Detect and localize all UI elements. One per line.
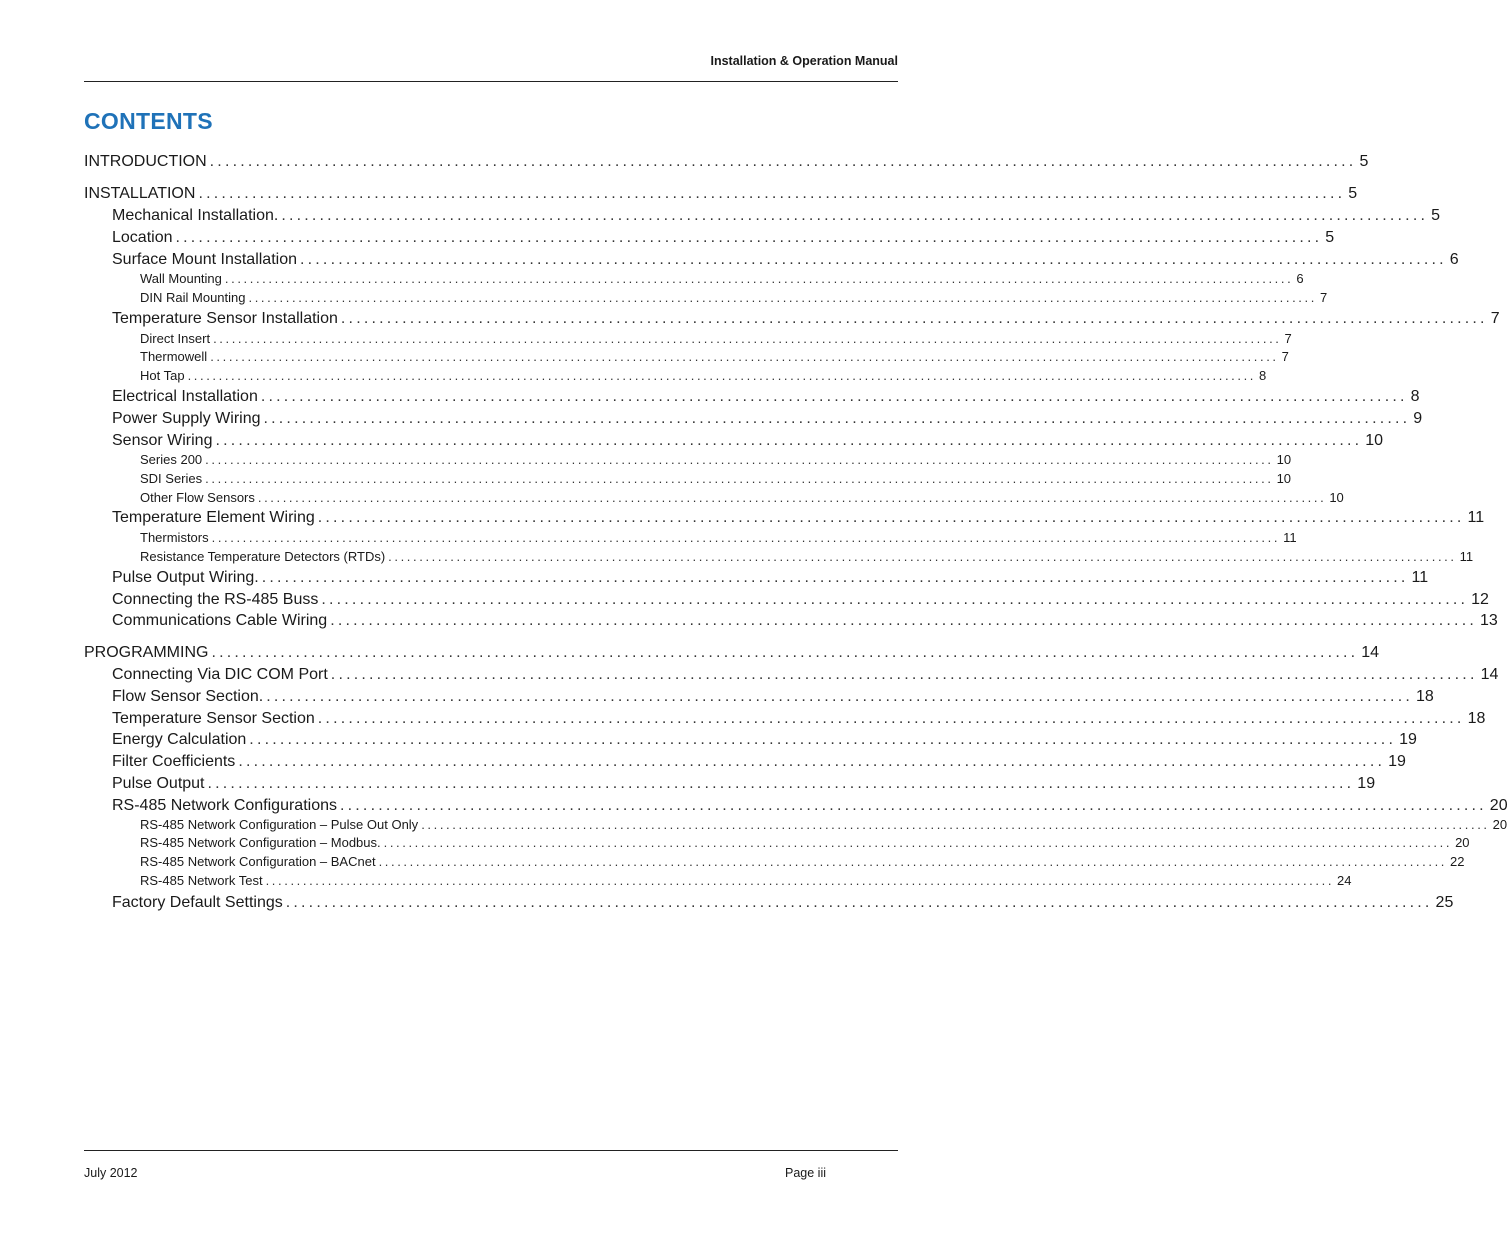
toc-entry[interactable] — [84, 410, 1423, 428]
toc-entry-page: 18 — [1415, 688, 1434, 705]
toc-entry[interactable] — [84, 349, 1289, 364]
toc-entry-label: Power Supply Wiring — [112, 410, 261, 427]
toc-dot-leader: ...................................................................................................................................................... — [321, 591, 1469, 608]
toc-entry-page: 8 — [1410, 388, 1420, 405]
toc-entry-label: Temperature Element Wiring — [112, 509, 315, 526]
toc-entry-label: Wall Mounting — [140, 271, 222, 286]
toc-entry-page: 14 — [1361, 644, 1380, 661]
toc-entry[interactable] — [84, 185, 1358, 203]
toc-dot-leader: ...................................................................................................................................................... — [330, 666, 1478, 683]
toc-dot-leader: ...................................................................................................................................................... — [317, 509, 1465, 526]
toc-entry[interactable] — [84, 310, 1500, 328]
toc-dot-leader: ............................................................................................................................................................................ — [224, 271, 1294, 286]
toc-entry[interactable] — [84, 710, 1486, 728]
toc-entry[interactable] — [84, 153, 1369, 171]
toc-entry-page: 7 — [1281, 349, 1289, 364]
toc-entry-page: 20 — [1455, 835, 1470, 850]
toc-dot-leader: ............................................................................................................................................................................ — [383, 835, 1453, 850]
toc-dot-leader: ...................................................................................................................................................... — [340, 797, 1487, 814]
toc-entry[interactable] — [84, 229, 1335, 247]
toc-entry-label: Pulse Output — [112, 775, 205, 792]
toc-entry-page: 10 — [1276, 471, 1292, 486]
toc-entry-label: Energy Calculation — [112, 731, 247, 748]
toc-entry[interactable] — [84, 894, 1454, 912]
footer-page-number: Page iii — [785, 1166, 826, 1180]
toc-entry-label: RS-485 Network Configurations — [112, 797, 337, 814]
toc-entry-page: 11 — [1467, 509, 1485, 526]
toc-entry-page: 24 — [1337, 873, 1352, 888]
toc-entry-label: Sensor Wiring — [112, 432, 213, 449]
toc-entry-label: Direct Insert — [140, 331, 211, 346]
toc-entry[interactable] — [84, 797, 1508, 815]
toc-dot-leader: ...................................................................................................................................................... — [209, 153, 1357, 170]
toc-dot-leader: ...................................................................................................................................................... — [207, 775, 1355, 792]
toc-entry-label: Electrical Installation — [112, 388, 258, 405]
toc-dot-leader: ...................................................................................................................................................... — [317, 710, 1465, 727]
toc-dot-leader: ............................................................................................................................................................................ — [388, 549, 1457, 564]
toc-dot-leader: ...................................................................................................................................................... — [249, 731, 1397, 748]
toc-entry[interactable] — [84, 368, 1267, 383]
toc-dot-leader: ...................................................................................................................................................... — [211, 644, 1359, 661]
toc-dot-leader: ...................................................................................................................................................... — [300, 251, 1447, 268]
toc-entry-label: PROGRAMMING — [84, 644, 209, 661]
toc-entry-page: 19 — [1399, 731, 1417, 748]
toc-entry[interactable] — [84, 471, 1292, 486]
toc-entry[interactable] — [84, 549, 1474, 564]
toc-entry-label: Resistance Temperature Detectors (RTDs) — [140, 549, 386, 564]
toc-dot-leader: ............................................................................................................................................................................ — [421, 817, 1490, 832]
toc-dot-leader: ...................................................................................................................................................... — [330, 612, 1477, 629]
toc-entry-page: 8 — [1259, 368, 1267, 383]
toc-entry-label: RS-485 Network Test — [140, 873, 263, 888]
toc-entry-label: RS-485 Network Configuration – BACnet — [140, 854, 376, 869]
toc-entry-label: Mechanical Installation. — [112, 207, 279, 224]
toc-entry[interactable] — [84, 251, 1459, 269]
toc-dot-leader: ............................................................................................................................................................................ — [187, 368, 1257, 383]
toc-dot-leader: ...................................................................................................................................................... — [238, 753, 1386, 770]
toc-entry[interactable] — [84, 666, 1499, 684]
toc-entry-page: 11 — [1283, 530, 1297, 545]
toc-entry[interactable] — [84, 775, 1376, 793]
toc-entry[interactable] — [84, 271, 1304, 286]
toc-entry[interactable] — [84, 530, 1297, 545]
toc-entry[interactable] — [84, 207, 1441, 225]
toc-entry[interactable] — [84, 569, 1429, 587]
toc-entry-page: 7 — [1490, 310, 1500, 327]
toc-entry[interactable] — [84, 331, 1292, 346]
toc-entry-page: 13 — [1479, 612, 1498, 629]
toc-dot-leader: ............................................................................................................................................................................ — [213, 331, 1282, 346]
toc-entry-label: Series 200 — [140, 452, 203, 467]
toc-dot-leader: ...................................................................................................................................................... — [266, 688, 1413, 705]
toc-entry-label: RS-485 Network Configuration – Modbus. — [140, 835, 381, 850]
toc-entry-page: 18 — [1467, 710, 1486, 727]
toc-dot-leader: ...................................................................................................................................................... — [263, 410, 1411, 427]
toc-dot-leader: ............................................................................................................................................................................ — [257, 490, 1327, 505]
toc-entry-page: 9 — [1413, 410, 1423, 427]
toc-entry-page: 20 — [1489, 797, 1508, 814]
toc-entry-label: Communications Cable Wiring — [112, 612, 328, 629]
toc-entry-page: 11 — [1411, 569, 1429, 586]
toc-entry-label: SDI Series — [140, 471, 203, 486]
toc-dot-leader: ............................................................................................................................................................................ — [205, 452, 1274, 467]
toc-entry-label: Pulse Output Wiring. — [112, 569, 259, 586]
toc-entry-label: Thermowell — [140, 349, 208, 364]
toc-entry-label: Hot Tap — [140, 368, 185, 383]
toc-dot-leader: ............................................................................................................................................................................ — [205, 471, 1274, 486]
toc-entry-label: INTRODUCTION — [84, 153, 207, 170]
toc-entry-label: Temperature Sensor Installation — [112, 310, 338, 327]
toc-entry[interactable] — [84, 490, 1344, 505]
toc-entry-page: 5 — [1325, 229, 1335, 246]
toc-entry[interactable] — [84, 873, 1352, 888]
toc-entry-page: 19 — [1388, 753, 1406, 770]
toc-dot-leader: ...................................................................................................................................................... — [285, 894, 1433, 911]
toc-entry-label: DIN Rail Mounting — [140, 290, 246, 305]
toc-dot-leader: ...................................................................................................................................................... — [340, 310, 1488, 327]
toc-entry[interactable] — [84, 835, 1470, 850]
toc-entry[interactable] — [84, 753, 1406, 771]
toc-entry-label: Other Flow Sensors — [140, 490, 255, 505]
toc-entry[interactable] — [84, 612, 1498, 630]
toc-entry-page: 5 — [1348, 185, 1358, 202]
toc-entry-label: Thermistors — [140, 530, 209, 545]
toc-entry[interactable] — [84, 854, 1465, 869]
toc-entry-page: 10 — [1329, 490, 1344, 505]
toc-entry-page: 7 — [1319, 290, 1328, 305]
footer-rule — [84, 1150, 898, 1151]
toc-dot-leader: ...................................................................................................................................................... — [198, 185, 1346, 202]
toc-entry-page: 6 — [1449, 251, 1459, 268]
toc-entry[interactable] — [84, 432, 1384, 450]
toc-dot-leader: ............................................................................................................................................................................ — [265, 873, 1335, 888]
toc-entry[interactable] — [84, 591, 1489, 609]
toc-dot-leader: ............................................................................................................................................................................ — [378, 854, 1447, 869]
toc-entry-page: 10 — [1276, 452, 1292, 467]
toc-entry-page: 19 — [1357, 775, 1376, 792]
toc-entry-label: Factory Default Settings — [112, 894, 283, 911]
toc-entry[interactable] — [84, 388, 1420, 406]
toc-entry-label: Surface Mount Installation — [112, 251, 297, 268]
toc-entry[interactable] — [84, 731, 1417, 749]
toc-dot-leader: ...................................................................................................................................................... — [215, 432, 1363, 449]
toc-entry[interactable] — [84, 644, 1380, 662]
toc-dot-leader: ............................................................................................................................................................................ — [211, 530, 1281, 545]
toc-entry-page: 7 — [1284, 331, 1292, 346]
toc-dot-leader: ...................................................................................................................................................... — [260, 388, 1408, 405]
toc-entry-page: 5 — [1431, 207, 1441, 224]
toc-entry-page: 10 — [1365, 432, 1384, 449]
toc-entry-label: RS-485 Network Configuration – Pulse Out Only — [140, 817, 419, 832]
toc-entry-page: 5 — [1359, 153, 1369, 170]
toc-dot-leader: ...................................................................................................................................................... — [175, 229, 1323, 246]
footer-date: July 2012 — [84, 1166, 138, 1180]
toc-dot-leader: ............................................................................................................................................................................ — [248, 290, 1317, 305]
toc-entry-page: 20 — [1492, 817, 1508, 832]
toc-entry[interactable] — [84, 452, 1292, 467]
toc-entry-page: 12 — [1471, 591, 1489, 608]
toc-entry[interactable] — [84, 817, 1508, 832]
toc-entry-label: INSTALLATION — [84, 185, 196, 202]
toc-entry-page: 22 — [1450, 854, 1465, 869]
table-of-contents — [84, 0, 1508, 1235]
contents-heading: CONTENTS — [84, 108, 213, 134]
toc-dot-leader: ............................................................................................................................................................................ — [210, 349, 1279, 364]
toc-entry[interactable] — [84, 509, 1485, 527]
toc-entry-page: 14 — [1480, 666, 1499, 683]
toc-entry-label: Location — [112, 229, 173, 246]
toc-entry-label: Temperature Sensor Section — [112, 710, 315, 727]
toc-entry[interactable] — [84, 290, 1328, 305]
toc-entry-page: 25 — [1435, 894, 1454, 911]
toc-entry-label: Connecting Via DIC COM Port — [112, 666, 328, 683]
toc-entry-page: 11 — [1459, 549, 1474, 564]
toc-entry-label: Filter Coefficients — [112, 753, 236, 770]
toc-entry-label: Connecting the RS-485 Buss — [112, 591, 319, 608]
toc-entry[interactable] — [84, 688, 1434, 706]
toc-dot-leader: ...................................................................................................................................................... — [281, 207, 1429, 224]
toc-entry-page: 6 — [1296, 271, 1304, 286]
running-header-title: Installation & Operation Manual — [710, 54, 898, 68]
toc-entry-label: Flow Sensor Section. — [112, 688, 264, 705]
toc-dot-leader: ...................................................................................................................................................... — [261, 569, 1409, 586]
